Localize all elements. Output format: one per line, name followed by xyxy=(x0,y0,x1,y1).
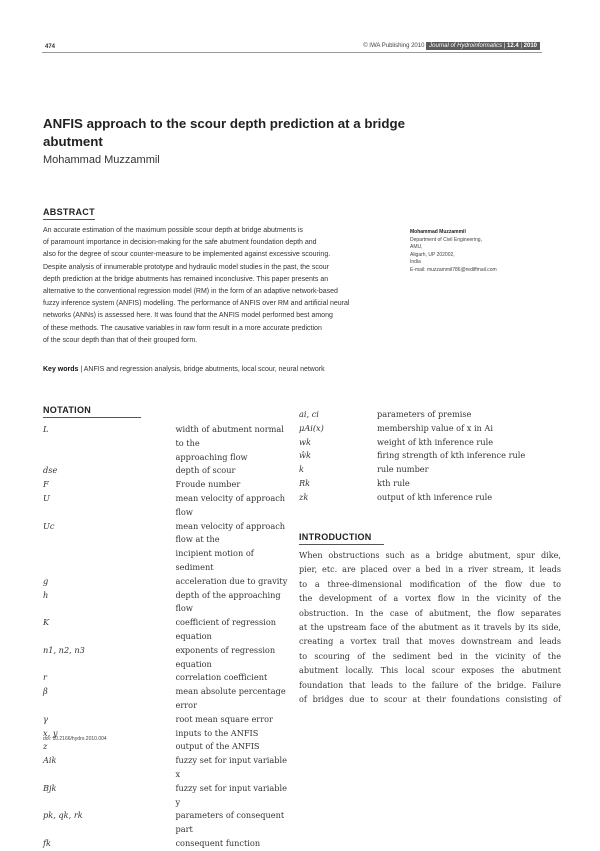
doi-text: doi: 10.2166/hydro.2010.004 xyxy=(43,736,107,742)
notation-symbol: zk xyxy=(299,491,309,502)
intro-line: to a three-dimensional modification of the flow due to xyxy=(299,578,561,589)
notation-symbol: g xyxy=(43,575,49,586)
notation-definition: approaching flow xyxy=(175,451,248,462)
notation-definition: depth of the approaching flow xyxy=(175,589,281,614)
notation-symbol: k xyxy=(299,464,304,475)
notation-definition: mean absolute percentage error xyxy=(175,686,286,710)
notation-symbol: F xyxy=(43,479,49,490)
notation-row xyxy=(43,547,293,575)
notation-symbol: h xyxy=(43,589,49,600)
notation-definition: parameters of consequent part xyxy=(175,810,285,835)
intro-line: foundation that leads to the failure of the bridge. Failure xyxy=(299,679,561,690)
notation-definition: weight of kth inference rule xyxy=(377,436,494,447)
intro-line: abutment locally. This local scour exposes the abutment xyxy=(299,665,561,676)
notation-definition: fuzzy set for input variable x xyxy=(175,755,287,779)
notation-symbol: n1, n2, n3 xyxy=(43,644,85,655)
notation-symbol: γ xyxy=(43,713,48,724)
introduction-body xyxy=(299,548,561,706)
notation-row xyxy=(299,449,549,463)
notation-definition: kth rule xyxy=(377,477,410,488)
page-number: 474 xyxy=(45,44,56,50)
journal-badge: Journal of Hydroinformatics | 12.4 | 2010 xyxy=(426,42,540,50)
notation-row xyxy=(43,589,293,617)
keywords-text: ANFIS and regression analysis, bridge abutments, local scour, neural network xyxy=(83,366,325,373)
notation-symbol: L xyxy=(43,424,49,434)
abstract-line: of these methods. The causative variables in raw form result in a more accurate prediction xyxy=(43,324,322,332)
notation-row xyxy=(43,809,293,837)
notation-definition: exponents of regression equation xyxy=(175,644,276,669)
title-line: abutment xyxy=(43,134,103,149)
intro-line: of bridges due to scour at their foundations consisting of xyxy=(299,694,561,705)
notation-symbol: pk, qk, rk xyxy=(43,810,83,821)
notation-symbol: μAi(x) xyxy=(299,422,324,433)
notation-row xyxy=(43,451,293,465)
notation-row xyxy=(43,782,293,810)
notation-definition: output of the ANFIS xyxy=(175,741,260,752)
notation-symbol: x, y xyxy=(43,727,58,738)
notation-row xyxy=(299,463,549,477)
notation-definition: acceleration due to gravity xyxy=(175,575,288,586)
notation-heading: NOTATION xyxy=(43,405,141,418)
notation-definition: parameters of premise xyxy=(377,409,472,419)
notation-row xyxy=(299,422,549,436)
affiliation-name: Mohammad Muzzammil xyxy=(410,229,466,235)
notation-row xyxy=(299,491,549,505)
notation-symbol: Uc xyxy=(43,520,55,531)
affiliation-line: Department of Civil Engineering, xyxy=(410,236,482,243)
abstract-line: An accurate estimation of the maximum possible scour depth at bridge abutments is xyxy=(43,227,303,234)
intro-line: at the upstream face of the abutment as it travels by its side, xyxy=(299,622,561,633)
abstract-body xyxy=(43,225,393,347)
notation-symbol: fk xyxy=(43,837,51,848)
notation-definition: mean velocity of approach flow xyxy=(175,492,286,517)
notation-symbol: Aik xyxy=(43,755,57,766)
intro-line: pier, etc. are placed over a bed in a river stream, it leads xyxy=(299,564,561,575)
notation-symbol: Rk xyxy=(299,477,311,488)
publisher-text: © IWA Publishing 2010 xyxy=(363,43,425,49)
abstract-heading: ABSTRACT xyxy=(43,207,95,220)
abstract-line: of the scour depth than that of their grouped form. xyxy=(43,336,198,344)
notation-symbol: dse xyxy=(43,465,58,476)
notation-definition: Froude number xyxy=(175,479,241,490)
affiliation-line: Aligarh, UP 202002, xyxy=(410,251,455,258)
journal-year: 2010 xyxy=(523,43,537,49)
notation-symbol: Bjk xyxy=(43,782,57,793)
author-affiliation xyxy=(410,229,560,275)
intro-line: creating a vortex trail that moves downstream and leads xyxy=(299,636,561,647)
notation-definition: firing strength of kth inference rule xyxy=(377,450,526,461)
notation-definition: mean velocity of approach flow at the xyxy=(175,520,286,545)
journal-name: Journal of Hydroinformatics xyxy=(429,43,503,49)
affiliation-line: India xyxy=(410,259,421,266)
notation-definition: membership value of x in Ai xyxy=(377,422,493,433)
notation-row xyxy=(43,740,293,754)
notation-definition: width of abutment normal to the xyxy=(175,424,284,448)
notation-definition: correlation coefficient xyxy=(175,672,268,683)
header-rule xyxy=(42,52,542,53)
notation-row xyxy=(43,644,293,672)
notation-row xyxy=(43,837,293,851)
notation-list-left xyxy=(43,423,293,851)
notation-definition: coefficient of regression equation xyxy=(175,617,277,641)
notation-symbol: ŵk xyxy=(299,450,311,461)
journal-header xyxy=(363,43,540,49)
paper-title xyxy=(43,115,443,151)
notation-row xyxy=(43,520,293,548)
notation-row xyxy=(43,478,293,492)
abstract-line: alternative to the conventional regression model (RM) in the form of an adaptive network-based xyxy=(43,288,338,296)
notation-definition: consequent function xyxy=(175,837,261,848)
intro-line: When obstructions such as a bridge abutment, spur dike, xyxy=(299,550,561,560)
intro-line: the development of a vortex flow in the vicinity of the xyxy=(299,593,561,604)
notation-row xyxy=(43,754,293,782)
abstract-line: networks (ANNs) is assessed here. It was found that the ANFIS model performed best among xyxy=(43,312,333,320)
notation-row xyxy=(43,671,293,685)
notation-symbol: β xyxy=(43,686,48,697)
notation-definition: rule number xyxy=(377,464,429,475)
notation-definition: fuzzy set for input variable y xyxy=(175,782,287,807)
notation-symbol: z xyxy=(43,741,48,752)
keywords: Key words | ANFIS and regression analysis, bridge abutments, local scour, neural network xyxy=(43,366,325,373)
abstract-line: fuzzy inference system (ANFIS) modelling. The performance of ANFIS over RM and artificial neural xyxy=(43,300,350,308)
notation-symbol: K xyxy=(43,617,50,628)
notation-row xyxy=(299,436,549,450)
notation-symbol xyxy=(43,547,175,575)
notation-symbol: ai, ci xyxy=(299,409,319,419)
notation-definition: depth of scour xyxy=(175,465,236,476)
notation-symbol: r xyxy=(43,672,47,683)
title-line: ANFIS approach to the scour depth prediction at a bridge xyxy=(43,116,406,131)
keywords-label: Key words xyxy=(43,366,79,373)
volume-issue: 12.4 xyxy=(507,43,519,49)
notation-row xyxy=(43,616,293,644)
author-name: Mohammad Muzzammil xyxy=(43,154,160,166)
intro-line: obstruction. In the case of abutment, the flow separates xyxy=(299,607,561,618)
notation-symbol: U xyxy=(43,492,50,503)
notation-list-right xyxy=(299,408,549,505)
notation-symbol: wk xyxy=(299,436,311,447)
notation-row xyxy=(43,464,293,478)
abstract-line: also for the degree of scour counter-measure to be implemented against excessive scouring. xyxy=(43,251,331,259)
notation-row xyxy=(43,685,293,713)
notation-row xyxy=(43,575,293,589)
notation-symbol xyxy=(43,451,175,465)
notation-definition: root mean square error xyxy=(175,713,273,724)
notation-row xyxy=(43,423,293,451)
notation-row xyxy=(299,408,549,422)
notation-definition: output of kth inference rule xyxy=(377,491,493,502)
intro-line: to scouring of the sediment bed in the vicinity of the xyxy=(299,650,561,661)
notation-row xyxy=(43,492,293,520)
notation-row xyxy=(43,713,293,727)
notation-row xyxy=(299,477,549,491)
abstract-line: Despite analysis of innumerable prototype and hydraulic model studies in the past, the scour xyxy=(43,263,329,271)
affiliation-line: AMU, xyxy=(410,244,423,251)
notation-definition: incipient motion of sediment xyxy=(175,548,254,572)
notation-definition: inputs to the ANFIS xyxy=(175,727,259,738)
affiliation-email: E-mail: muzzammil786@rediffmail.com xyxy=(410,266,497,273)
abstract-line: depth prediction at the bridge abutments has remained inconclusive. This paper presents an xyxy=(43,275,329,283)
introduction-heading: INTRODUCTION xyxy=(299,532,384,545)
abstract-line: of paramount importance in decision-making for the safe abutment foundation depth and xyxy=(43,239,317,247)
